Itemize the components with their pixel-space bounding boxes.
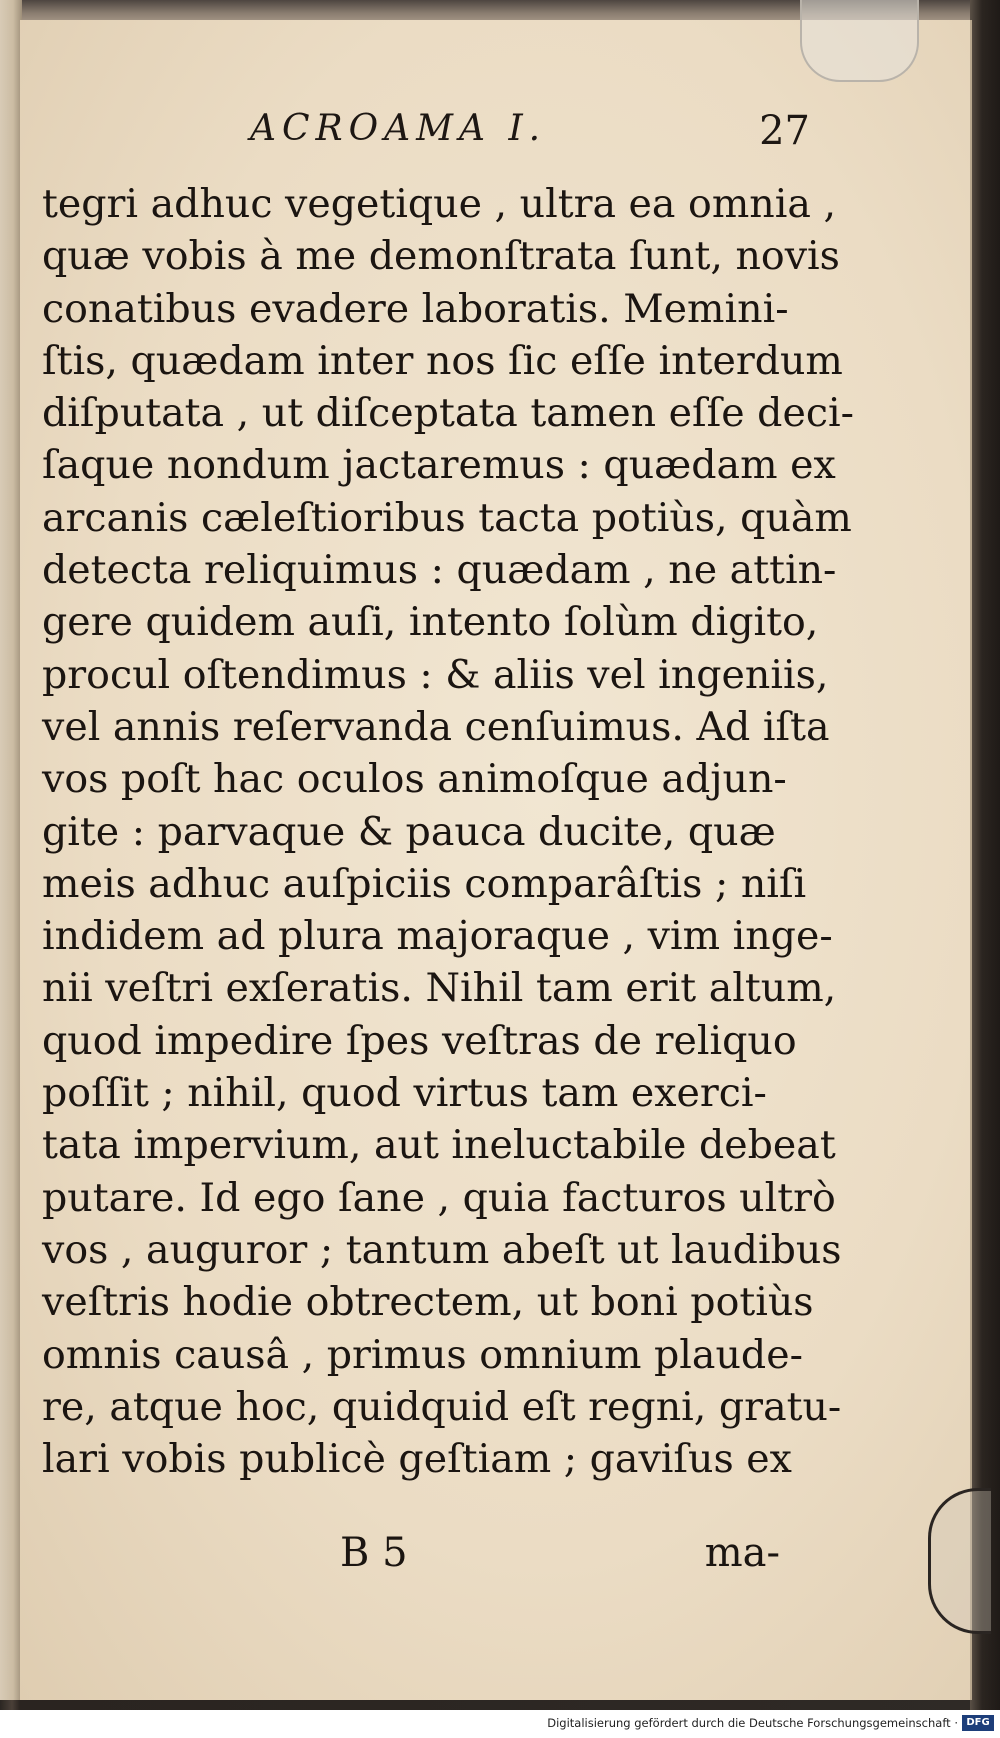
text-line: vos , auguror ; tantum abeſt ut laudibus	[42, 1226, 842, 1273]
body-text	[42, 178, 854, 1485]
text-line: ſtis, quædam inter nos ſic eſſe interdum	[42, 337, 843, 384]
text-line: diſputata , ut diſceptata tamen eſſe deci-	[42, 390, 854, 437]
text-line: re, atque hoc, quidquid eſt regni, gratu-	[42, 1383, 842, 1430]
text-line: gere quidem auſi, intento ſolùm digito,	[42, 599, 819, 646]
credit-text: Digitalisierung gefördert durch die Deutsche Forschungsgemeinschaft ·	[547, 1716, 958, 1730]
page-clip-bottom	[928, 1488, 991, 1634]
running-title: ACROAMA I.	[250, 108, 547, 149]
text-line: vos poſt hac oculos animoſque adjun-	[42, 756, 787, 803]
page-footer	[340, 1530, 780, 1580]
text-line: poſſit ; nihil, quod virtus tam exerci-	[42, 1070, 767, 1117]
text-line: arcanis cæleſtioribus tacta potiùs, quàm	[42, 494, 852, 541]
text-line: conatibus evadere laboratis. Memini-	[42, 285, 789, 332]
signature-mark: B 5	[340, 1530, 408, 1576]
dfg-logo: DFG	[962, 1715, 994, 1731]
text-line: meis adhuc auſpiciis comparâſtis ; niſi	[42, 860, 807, 907]
text-line: gite : parvaque & pauca ducite, quæ	[42, 808, 776, 855]
text-line: tata impervium, aut ineluctabile debeat	[42, 1122, 836, 1169]
text-line: indidem ad plura majoraque , vim inge-	[42, 913, 833, 960]
text-line: detecta reliquimus : quædam , ne attin-	[42, 547, 837, 594]
text-line: putare. Id ego ſane , quia facturos ultrò	[42, 1174, 836, 1221]
text-line: lari vobis publicè geſtiam ; gaviſus ex	[42, 1436, 792, 1483]
text-line: vel annis reſervanda cenſuimus. Ad iſta	[42, 703, 830, 750]
text-line: procul oſtendimus : & aliis vel ingeniis,	[42, 651, 829, 698]
text-line: quod impedire ſpes veſtras de reliquo	[42, 1017, 797, 1064]
text-line: omnis causâ , primus omnium plaude-	[42, 1331, 803, 1378]
book-binding	[970, 0, 1000, 1710]
page-header	[250, 108, 810, 158]
page-clip-top	[800, 0, 919, 82]
facing-page-edge	[0, 0, 22, 1700]
catchword: ma-	[704, 1530, 780, 1576]
page-number: 27	[759, 108, 810, 154]
digitization-credit-bar	[0, 1710, 1000, 1738]
text-line: tegri adhuc vegetique , ultra ea omnia ,	[42, 181, 837, 227]
text-line: nii veſtri exſeratis. Nihil tam erit altum,	[42, 965, 837, 1012]
text-line: veſtris hodie obtrectem, ut boni potiùs	[42, 1279, 814, 1326]
text-line: quæ vobis à me demonſtrata ſunt, novis	[42, 233, 840, 280]
text-line: ſaque nondum jactaremus : quædam ex	[42, 442, 836, 489]
